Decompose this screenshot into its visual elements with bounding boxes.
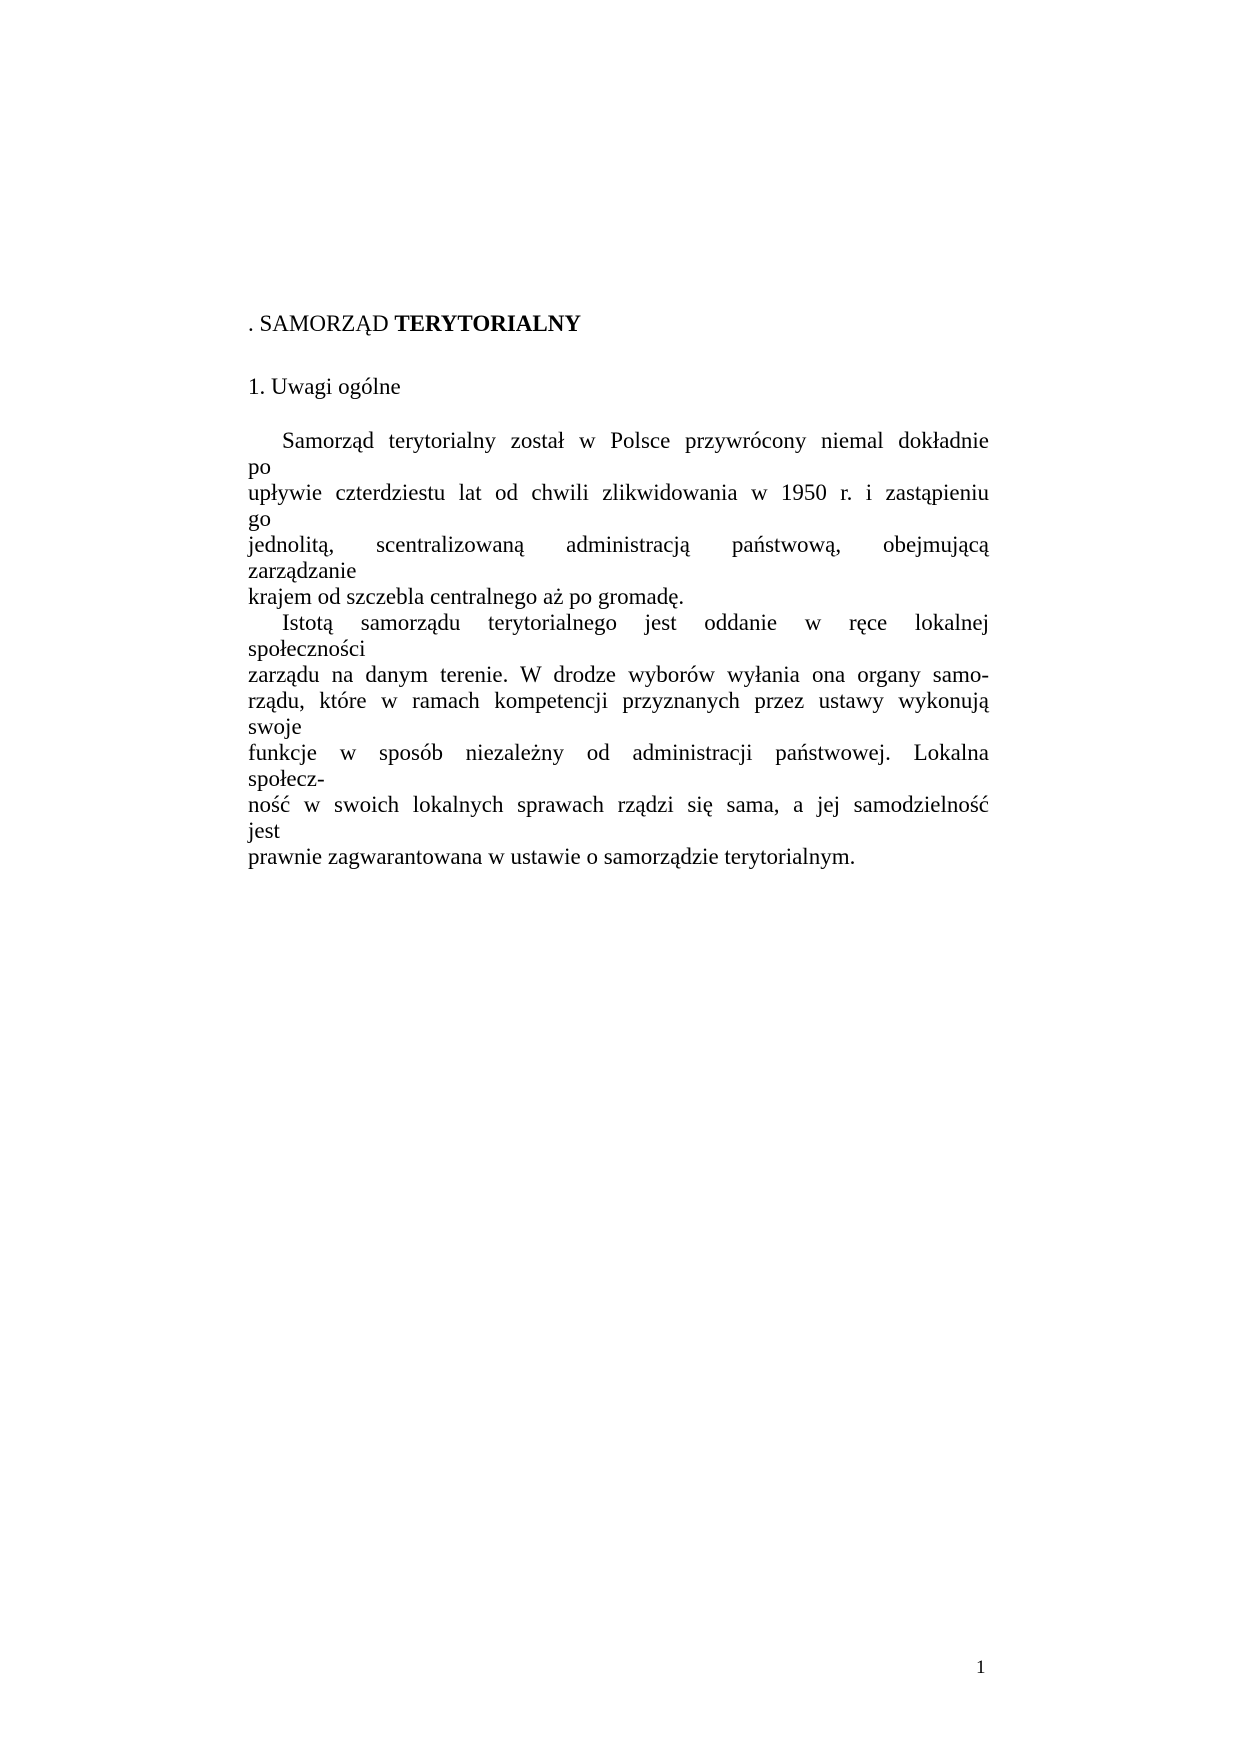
section-title-prefix: . SAMORZĄD	[248, 311, 395, 336]
text-line: prawnie zagwarantowana w ustawie o samorządzie terytorialnym.	[248, 844, 856, 869]
text-line: funkcje w sposób niezależny od administracji państwowej. Lokalna	[248, 740, 989, 765]
text-line: społeczności	[248, 636, 366, 661]
subsection-title: 1. Uwagi ogólne	[248, 374, 401, 399]
text-line: upływie czterdziestu lat od chwili zlikwidowania w 1950 r. i zastąpieniu	[248, 480, 989, 505]
text-line: zarządu na danym terenie. W drodze wyborów wyłania ona organy samo-	[248, 662, 989, 687]
text-line: ność w swoich lokalnych sprawach rządzi się sama, a jej samodzielność	[248, 792, 989, 817]
page-number: 1	[976, 1657, 986, 1678]
section-title-bold: TERYTORIALNY	[394, 311, 581, 336]
text-line: Istotą samorządu terytorialnego jest oddanie w ręce lokalnej	[282, 610, 989, 635]
text-line: społecz-	[248, 766, 325, 791]
section-title	[248, 309, 581, 339]
text-line: krajem od szczebla centralnego aż po gromadę.	[248, 584, 685, 609]
text-line: Samorząd terytorialny został w Polsce przywrócony niemal dokładnie	[282, 428, 989, 453]
text-line: swoje	[248, 714, 302, 739]
text-line: jest	[248, 818, 280, 843]
text-line: jednolitą, scentralizowaną administracją państwową, obejmującą	[248, 532, 989, 557]
text-line: po	[248, 454, 271, 479]
text-line: go	[248, 506, 271, 531]
text-line: zarządzanie	[248, 558, 357, 583]
text-line: rządu, które w ramach kompetencji przyznanych przez ustawy wykonują	[248, 688, 989, 713]
